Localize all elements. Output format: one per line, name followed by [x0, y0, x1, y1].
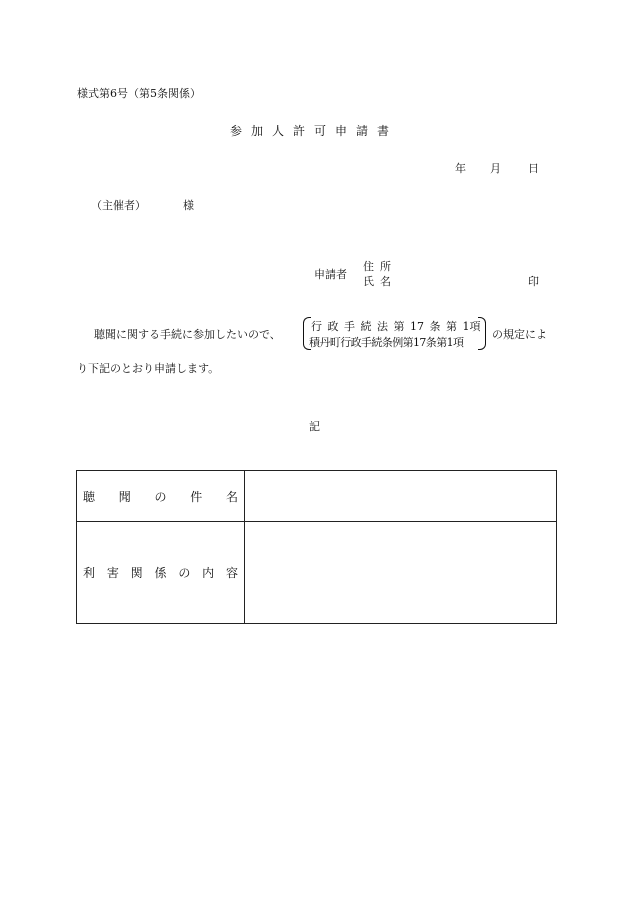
label-char: 容 [225, 566, 238, 580]
name-label: 氏名 [363, 275, 397, 288]
table-row-interest [77, 522, 557, 624]
interest-label-cell [77, 522, 245, 624]
label-char: 内 [202, 566, 215, 580]
detail-table [76, 470, 557, 624]
addressee-suffix: 様 [183, 199, 194, 212]
body-text-continuation: の規定によ [492, 328, 547, 341]
ki-heading: 記 [309, 420, 320, 433]
date-month-label: 月 [490, 162, 501, 175]
hearing-case-label-cell [77, 471, 245, 522]
address-label: 住所 [363, 260, 397, 273]
label-char: 件 [190, 489, 203, 504]
label-char: 名 [225, 489, 238, 504]
hearing-case-value-field[interactable] [245, 471, 557, 522]
body-text-start: 聴聞に関する手続に参加したいので、 [94, 328, 281, 341]
label-char: 害 [106, 566, 119, 580]
interest-label [77, 564, 244, 581]
label-char: 関 [130, 566, 143, 580]
seal-label: 印 [528, 275, 539, 288]
label-char: 利 [83, 566, 96, 580]
legal-reference-bracket [303, 317, 486, 350]
label-char: 聴 [83, 489, 96, 504]
label-char: 係 [154, 566, 167, 580]
label-char: の [178, 566, 191, 580]
date-year-label: 年 [455, 162, 466, 175]
label-char: 聞 [118, 489, 131, 504]
hearing-case-label [77, 488, 244, 505]
table-row-hearing-case [77, 471, 557, 522]
label-char: の [154, 489, 167, 504]
form-number: 様式第6号（第5条関係） [77, 87, 201, 100]
addressee-label: （主催者） [91, 199, 146, 212]
reference-town-ordinance: 積丹町行政手続条例第17条第1項 [309, 336, 464, 349]
applicant-label: 申請者 [314, 268, 347, 281]
interest-value-field[interactable] [245, 522, 557, 624]
body-text-line2: り下記のとおり申請します。 [77, 362, 220, 375]
date-day-label: 日 [528, 162, 539, 175]
document-title: 参加人許可申請書 [230, 124, 399, 138]
reference-administrative-procedure-act: 行 政 手 続 法 第 17 条 第 1項 [311, 320, 481, 333]
bracket-right [478, 317, 486, 350]
